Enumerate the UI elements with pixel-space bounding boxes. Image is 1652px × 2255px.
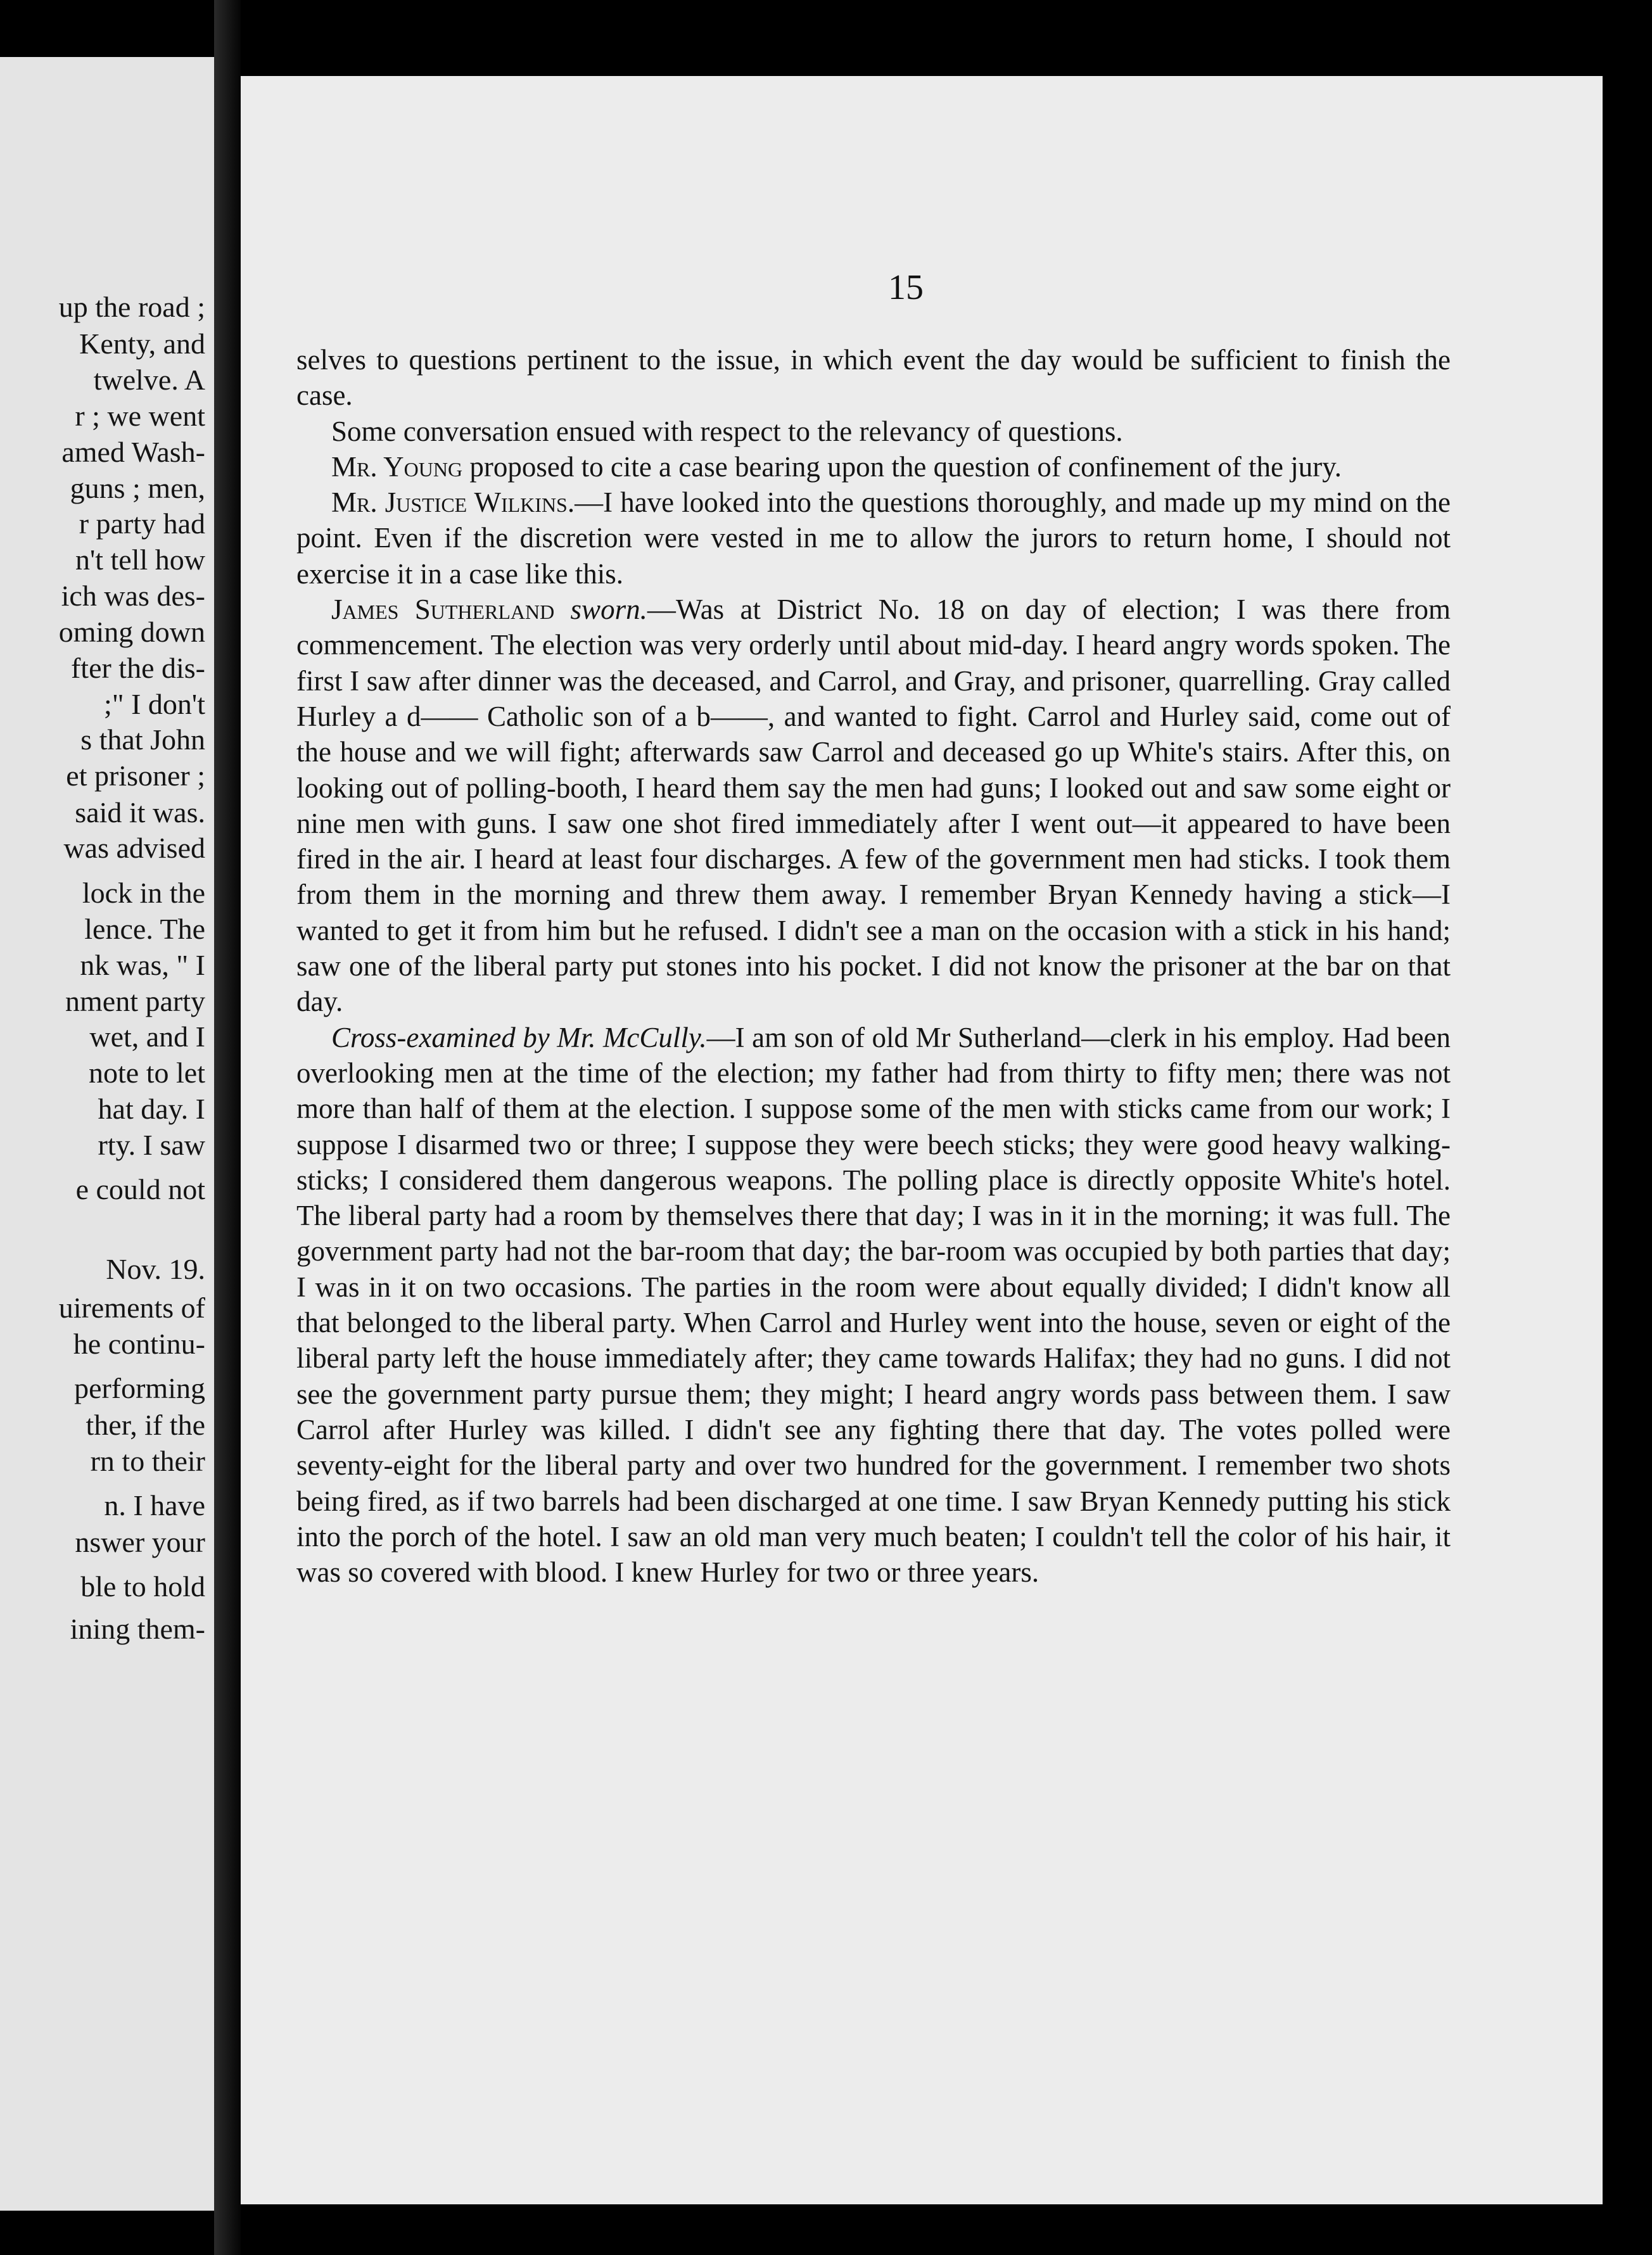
left-page-line: lock in the — [82, 877, 205, 909]
paragraph — [296, 342, 1451, 414]
left-page-line: nswer your — [75, 1526, 205, 1558]
left-page-line: lence. The — [84, 913, 205, 945]
paragraph — [296, 414, 1451, 449]
italic-text: Cross-examined by Mr. McCully. — [331, 1021, 707, 1053]
left-page-line: hat day. I — [98, 1093, 205, 1125]
left-page-line: was advised — [63, 832, 205, 864]
left-page-line: nment party — [65, 985, 205, 1017]
book-gutter — [214, 0, 241, 2255]
left-page-line: up the road ; — [58, 291, 205, 323]
left-page-line: said it was. — [75, 796, 205, 829]
left-page-line: Nov. 19. — [106, 1253, 205, 1285]
left-page-line: amed Wash- — [61, 436, 205, 468]
left-page-line: s that John — [80, 723, 205, 756]
left-page-line: guns ; men, — [70, 472, 205, 504]
left-page-line: r ; we went — [75, 400, 205, 432]
paragraph-text: —I am son of old Mr Sutherland—clerk in his employ. Had been overlooking men at the time of the election; my father had from thirty to fifty men; there was not more than half of them at the election. I suppose some of the men with sticks came from our work; I suppose I disarmed two or three; I suppose they were beech sticks; they were good heavy walking-sticks; I considered them dangerous weapons. The polling place is directly opposite White's hotel. The liberal party had a room by themselves there that day; I was in it in the morning; it was full. The government party had not the bar-room that day; the bar-room was occupied by both parties that day; I was in it on two occasions. The parties in the room were about equally divided; I didn't know all that belonged to the liberal party. When Carrol and Hurley went into the house, seven or eight of the liberal party left the house immediately after; they came towards Halifax; they had no guns. I did not see the government party pursue them; they might; I heard angry words pass between them. I saw Carrol after Hurley was killed. I didn't see any fighting there that day. The votes polled were seventy-eight for the liberal party and over two hundred for the government. I remember two shots being fired, as if two barrels had been discharged at one time. I saw Bryan Kennedy putting his stick into the porch of the hotel. I saw an old man very much beaten; I couldn't tell the color of his hair, it was so covered with blood. I knew Hurley for two or three years. — [296, 1021, 1451, 1589]
left-page-line: n't tell how — [75, 543, 205, 576]
paragraph — [296, 592, 1451, 1020]
left-page-line: wet, and I — [89, 1020, 205, 1053]
paragraph — [296, 485, 1451, 592]
left-page-line: e could not — [75, 1173, 205, 1205]
paragraph-text: Some conversation ensued with respect to the relevancy of questions. — [331, 415, 1123, 447]
speaker-name: Mr. Young — [331, 450, 463, 483]
left-page-line: uirements of — [58, 1292, 205, 1324]
page-number: 15 — [888, 268, 924, 307]
paragraph-text: proposed to cite a case bearing upon the question of confinement of the jury. — [462, 450, 1342, 483]
left-page-line: et prisoner ; — [66, 759, 205, 792]
paragraph-text: —I have looked into the questions thoroughly, and made up my mind on the point. Even if the discretion were vested in me to allow the jurors to return home, I should not exercise it in a case like this. — [296, 486, 1451, 590]
left-page-line: fter the dis- — [70, 652, 205, 684]
speaker-name: James Sutherland — [331, 594, 555, 626]
italic-text: sworn. — [554, 594, 647, 626]
left-page-line: ;" I don't — [104, 688, 205, 720]
left-page-line: ich was des- — [61, 580, 205, 612]
left-page-line: twelve. A — [93, 364, 205, 396]
left-page-line: ining them- — [70, 1613, 205, 1645]
left-page-line: r party had — [79, 507, 205, 540]
left-page-line: performing — [74, 1372, 205, 1404]
speaker-name: Mr. Justice Wilkins. — [331, 486, 575, 519]
paragraph-text: selves to questions pertinent to the issue, in which event the day would be sufficient to finish the case. — [296, 344, 1451, 412]
left-page-fragment — [0, 57, 214, 2211]
left-page-line: Kenty, and — [79, 327, 205, 360]
left-page-line: n. I have — [104, 1489, 205, 1521]
left-page-line: he continu- — [73, 1328, 205, 1360]
left-page-line: oming down — [58, 616, 205, 648]
right-page — [241, 76, 1603, 2204]
left-page-line: note to let — [89, 1057, 205, 1089]
page-text — [296, 342, 1451, 1590]
left-page-line: rn to their — [90, 1445, 205, 1477]
paragraph — [296, 449, 1451, 485]
left-page-line: ble to hold — [80, 1570, 205, 1603]
paragraph-text: —Was at District No. 18 on day of election; I was there from commencement. The election was very orderly until about mid-day. I heard angry words spoken. The first I saw after dinner was the deceased, and Carrol, and Gray, and prisoner, quarrelling. Gray called Hurley a d—— Catholic son of a b——, and wanted to fight. Carrol and Hurley said, come out of the house and we will fight; afterwards saw Carrol and deceased go up White's stairs. After this, on looking out of polling-booth, I heard them say the men had guns; I looked out and saw some eight or nine men with guns. I saw one shot fired immediately after I went out—it appeared to have been fired in the air. I heard at least four discharges. A few of the government men had sticks. I took them from them in the morning and threw them away. I remember Bryan Kennedy having a stick—I wanted to get it from him but he refused. I didn't see a man on the occasion with a stick in his hand; saw one of the liberal party put stones into his pocket. I did not know the prisoner at the bar on that day. — [296, 594, 1451, 1018]
left-page-line: rty. I saw — [98, 1129, 205, 1161]
left-page-line: nk was, " I — [80, 949, 205, 981]
paragraph — [296, 1020, 1451, 1591]
left-page-line: ther, if the — [86, 1409, 205, 1441]
